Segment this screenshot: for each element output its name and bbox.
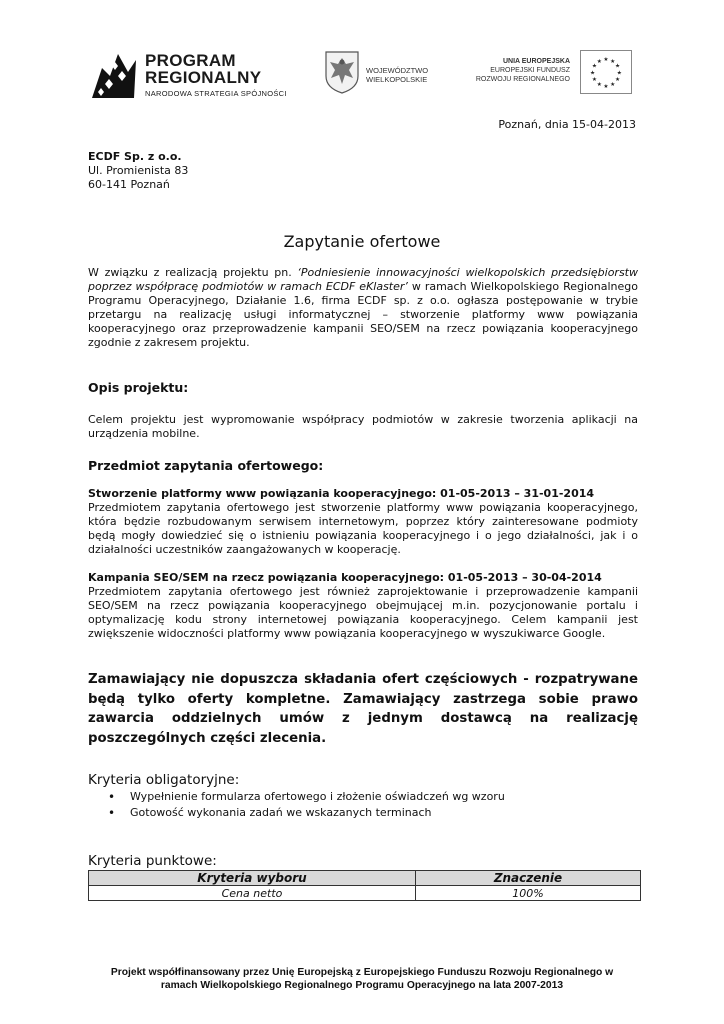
program-line1: PROGRAM [145,51,236,70]
opis-paragraph: Celem projektu jest wypromowanie współpracy podmiotów w zakresie tworzenia aplikacji na urządzenia mobilne. [88,413,638,440]
intro-part2: w ramach Wielkopolskiego Regionalnego Programu Operacyjnego, Działanie 1.6, firma ECDF sp. z o.o. ogłasza postępowanie w trybie przetargu na realizację usługi informatycznej – stworzenie platformy www powiązania kooperacyjnego oraz przeprowadzenie kampanii SEO/SEM na rzecz powiązania kooperacyjnego zgodnie z zakresem projektu. [88,280,638,349]
item1-paragraph: Przedmiotem zapytania ofertowego jest stworzenie platformy www powiązania kooperacyjnego, która będzie rozbudowanym serwisem internetowym, poprzez który zainteresowane podmioty będą mogły dowiedzieć się o istnieniu powiązania kooperacyjnego i o jego działalności, jak i o działalności uczestników zaangażowanych w kooperację. [88,501,638,556]
item2-title: Kampania SEO/SEM na rzecz powiązania kooperacyjnego: 01-05-2013 – 30-04-2014 [88,571,602,584]
ue-line3: ROZWOJU REGIONALNEGO [475,76,570,83]
eu-star-icon: ★ [591,77,597,84]
header-logo-bar [88,40,636,108]
kryteria-obligatoryjne-list [108,789,505,821]
przedmiot-heading: Przedmiot zapytania ofertowego: [88,458,324,473]
intro-paragraph [88,266,638,350]
unia-europejska-text [458,57,570,84]
sender-company: ECDF Sp. z o.o. [88,150,182,163]
item1-title: Stworzenie platformy www powiązania kooperacyjnego: 01-05-2013 – 31-01-2014 [88,487,595,500]
kryteria-punktowe-table [88,870,641,901]
eu-star-icon: ★ [615,77,621,84]
kryteria-obligatoryjne-heading: Kryteria obligatoryjne: [88,772,240,788]
eu-star-icon: ★ [616,70,622,77]
footer-line2: ramach Wielkopolskiego Regionalnego Programu Operacyjnego na lata 2007-2013 [160,980,564,991]
partial-offers-notice: Zamawiający nie dopuszcza składania ofert częściowych - rozpatrywane będą tylko oferty kompletne. Zamawiający zastrzega sobie prawo zawarcia oddzielnych umów z jednym dostawcą na realizację poszczególnych części zlecenia. [88,672,638,746]
column-header-znaczenie: Znaczenie [416,871,641,886]
cofinancing-footer [0,966,724,992]
sender-city: 60-141 Poznań [88,178,170,191]
wielkopolska-eagle-crest-icon [324,50,360,94]
intro-part1: W związku z realizacją projektu pn. [88,266,298,279]
footer-line1: Projekt współfinansowany przez Unię Europejską z Europejskiego Funduszu Rozwoju Regionalnego w [110,967,614,978]
list-item: • Gotowość wykonania zadań we wskazanych terminach [108,805,505,821]
wojewodztwo-text [366,66,428,84]
eu-star-icon: ★ [591,63,597,70]
woj-line2: WIELKOPOLSKIE [366,75,428,84]
table-cell-znaczenie: 100% [416,886,641,901]
ue-line1: UNIA EUROPEJSKA [502,58,570,65]
program-regionalny-text [145,52,287,98]
woj-line1: WOJEWÓDZTWO [366,66,429,75]
eu-star-icon: ★ [596,81,602,88]
eu-star-icon: ★ [610,58,616,65]
eu-star-icon: ★ [615,63,621,70]
program-subtitle: NARODOWA STRATEGIA SPÓJNOŚCI [145,89,287,98]
eu-star-icon: ★ [603,57,609,64]
program-line2: REGIONALNY [145,68,262,87]
kryteria-punktowe-heading: Kryteria punktowe: [88,853,217,869]
eu-star-icon: ★ [603,83,609,90]
table-cell-kryterium: Cena netto [89,886,416,901]
sender-street: Ul. Promienista 83 [88,164,189,177]
opis-heading: Opis projektu: [88,380,189,395]
item2-paragraph: Przedmiotem zapytania ofertowego jest również zaprojektowanie i przeprowadzenie kampanii SEO/SEM na rzecz powiązania kooperacyjnego obejmującej m.in. pozycjonowanie portalu i optymalizację kodu strony internetowej powiązania kooperacyjnego. Celem kampanii jest zwiększenie widoczności platformy www powiązania kooperacyjnego w wyszukiwarce Google. [88,585,638,640]
document-date: Poznań, dnia 15-04-2013 [498,118,636,131]
eu-flag-icon [580,50,632,94]
eu-star-icon: ★ [610,81,616,88]
document-title: Zapytanie ofertowe [283,232,441,251]
table-row [89,886,641,901]
table-header-row [89,871,641,886]
ue-line2: EUROPEJSKI FUNDUSZ [490,67,570,74]
program-regionalny-logo-icon [88,46,140,102]
list-item: • Wypełnienie formularza ofertowego i złożenie oświadczeń wg wzoru [108,789,505,805]
eu-star-icon: ★ [596,58,602,65]
sender-address [88,150,188,192]
eu-star-icon: ★ [590,70,596,77]
column-header-kryteria: Kryteria wyboru [89,871,416,886]
project-name: ‘Podniesienie innowacyjności wielkopolskich przedsiębiorstw poprzez współpracę podmiotów w ramach ECDF eKlaster’ [88,266,638,293]
